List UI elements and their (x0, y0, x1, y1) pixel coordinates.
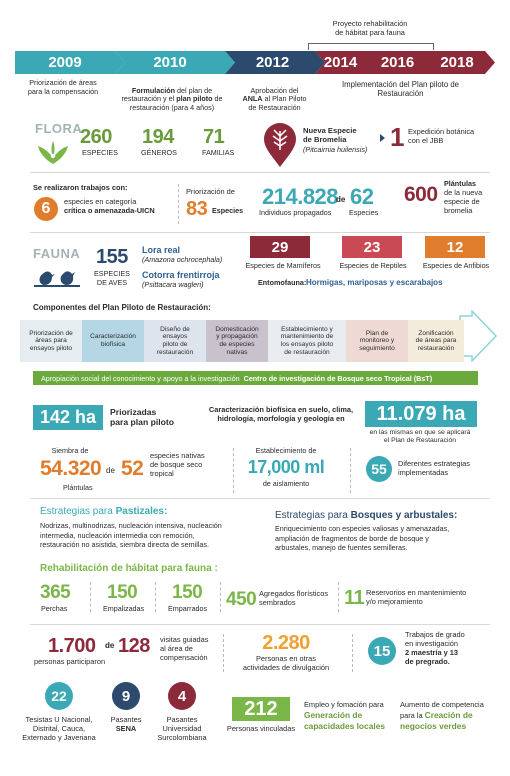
establish-label: Establecimiento de (255, 446, 317, 455)
sena-num: 9 (121, 687, 131, 705)
amphibians-box (425, 236, 485, 258)
strategies-circle (366, 456, 392, 482)
expedition-arrow-icon (380, 134, 385, 142)
sena-label (96, 716, 156, 734)
mammals-label: Especies de Mamíferos (245, 261, 321, 270)
desc-2009: Priorización de áreas para la compensación (27, 78, 99, 96)
prior-num: 83 (186, 198, 208, 220)
component-step-4: Domesticación y propagación de especies nativas (206, 320, 268, 362)
bromelia-title: Nueva Especie de Bromelia (303, 126, 357, 145)
establish-num: 17,000 ml (247, 457, 325, 477)
desc-2012-pre: Aprobación del (250, 85, 299, 95)
linked-num: 212 (244, 697, 278, 720)
flora-label: FLORA (35, 121, 83, 136)
desc-2012-bold: ANLA (242, 94, 263, 104)
theses-circle (368, 637, 396, 665)
tesistas-label: Tesistas U Nacional, Distrital, Cauca, Externado y Javeriana (22, 715, 96, 742)
component-step-6: Plan de monitoreo y seguimiento (346, 320, 408, 362)
tesistas-num: 22 (51, 688, 67, 704)
reservorios-num: 11 (344, 587, 365, 609)
flora-species-num: 260 (80, 126, 112, 148)
strategies-num: 55 (371, 461, 387, 477)
components-title: Componentes del Plan Piloto de Restauración: (33, 303, 211, 312)
desc-2010 (112, 78, 232, 113)
ha2-box (365, 401, 477, 427)
siembra-de: de (106, 466, 115, 475)
desc-2010-mid2: de restauración (para 4 años) (129, 94, 223, 112)
section-divider-1 (30, 232, 490, 233)
banner-bold: Centro de investigación de Bosque seco Tropical (BsT) (243, 373, 433, 383)
works-num: 6 (41, 200, 51, 217)
agregados-num: 450 (226, 589, 257, 610)
linked-box (232, 697, 290, 721)
business-text-bold: Creación de negocios verdes (400, 709, 473, 731)
works-text-bold: crítica o amenazada-UICN (64, 205, 155, 215)
of-label: de (336, 195, 346, 204)
mammals-num: 29 (271, 238, 289, 256)
emparrados-num: 150 (172, 582, 203, 603)
ha-box (33, 405, 103, 430)
component-step-3: Diseño de ensayos piloto de restauración (144, 320, 206, 362)
stats-vline-2 (350, 448, 351, 493)
pasture-title (40, 506, 167, 517)
cotorra-name: Cotorra frentirroja (142, 270, 220, 280)
flora-genera-label: GÉNEROS (141, 148, 177, 157)
tesistas-circle (45, 682, 73, 710)
component-step-2: Caracterización biofísica (82, 320, 144, 362)
flora-species-label: ESPECIES (82, 148, 118, 157)
participants-num: 1.700 (48, 635, 96, 657)
of-species-num: 62 (350, 184, 374, 209)
banner-text: Apropiación social del conocimiento y apoyo a la investigación (41, 373, 244, 383)
jobs-text-bold: Generación de capacidades locales (304, 709, 386, 731)
project-bracket-label: Proyecto rehabilitación de hábitat para fauna (332, 19, 408, 37)
flora-families-label: FAMILIAS (202, 148, 235, 157)
reptiles-box (342, 236, 402, 258)
emparrados-label: Emparrados (168, 604, 208, 613)
individuals-label: Individuos propagados (259, 208, 332, 217)
works-text-pre: especies en categoría (64, 197, 137, 206)
component-step-1: Priorización de áreas para ensayos piloto (20, 320, 82, 362)
ha2-num: 11.079 ha (376, 402, 466, 425)
sena-label-pre: Pasantes (110, 715, 142, 724)
habitat-vline-2 (155, 582, 156, 612)
business-text (400, 701, 484, 732)
siembra-species-label: especies nativas de bosque seco tropical (150, 451, 205, 478)
mammals-box (250, 236, 310, 258)
theses-text-bold: 2 maestría y 13 de pregrado. (405, 647, 459, 666)
forest-title (275, 510, 457, 521)
plantulas-label: Plántulas (63, 483, 93, 492)
section-divider-3 (30, 624, 490, 625)
birds-num: 155 (96, 246, 128, 268)
section-divider-2 (30, 498, 490, 499)
jobs-text-pre: Empleo y fomación para (304, 700, 384, 709)
reptiles-num: 23 (363, 238, 381, 256)
plantulas-title: Plántulas (444, 179, 476, 188)
year-2010: 2010 (153, 54, 187, 71)
flora-vline (178, 184, 179, 224)
participants-label: personas participaron (34, 657, 106, 666)
reptiles-label: Especies de Reptiles (339, 261, 407, 270)
desc-2012-post: al Plan Piloto de Restauración (248, 94, 307, 112)
works-text (64, 198, 155, 216)
fauna-section (0, 234, 510, 298)
works-num-circle (34, 197, 58, 221)
visits-num: 128 (118, 635, 150, 657)
surco-circle (168, 682, 196, 710)
desc-2010-mid1: del plan de restauración y el (121, 85, 213, 104)
forest-text: Enriquecimiento con especies valiosas y amenazadas, ampliación de fragmentos de borde de bosque y arbustales, manejo de fuentes semilleras. (275, 524, 450, 553)
birds-icon (32, 264, 82, 292)
visits-de: de (105, 641, 115, 650)
theses-text-pre: Trabajos de grado en investigación (405, 630, 465, 648)
bromelia-sci: (Pitcairnia huilensis) (303, 145, 368, 154)
agregados-label: Agregados florísticos sembrados (259, 589, 329, 607)
habitat-vline-3 (220, 582, 221, 612)
timeline (0, 0, 510, 110)
establish-sub: de aislamiento (262, 479, 310, 488)
surco-num: 4 (177, 687, 187, 705)
ha-num: 142 ha (39, 407, 97, 427)
theses-text (405, 631, 465, 667)
components-arrow-outline (458, 310, 498, 362)
people-vline-1 (223, 634, 224, 672)
birds-label: ESPECIES DE AVES (94, 269, 130, 287)
business-text-pre: Aumento de competencia para la (400, 700, 484, 720)
year-2018: 2018 (440, 54, 474, 71)
perchas-num: 365 (40, 582, 71, 603)
flora-section (0, 110, 510, 230)
component-step-7: Zonificación de áreas para restauración (408, 320, 464, 362)
siembra-num: 54.320 (40, 457, 102, 480)
bromelia-pin-icon (262, 122, 298, 168)
siembra-species-num: 52 (121, 457, 144, 480)
reservorios-label: Reservorios en mantenimiento y/o mejoramiento (366, 588, 467, 606)
desc-2010-bold2: plan piloto (176, 94, 213, 104)
sena-circle (112, 682, 140, 710)
lora-name: Lora real (142, 245, 181, 255)
cotorra-sci: (Psittacara wagleri) (142, 280, 204, 289)
entomo-label: Entomofauna: (258, 278, 307, 287)
ha-label: Priorizadas para plan piloto (110, 407, 174, 427)
lora-sci: (Amazona ochrocephala) (142, 255, 223, 264)
sena-label-bold: SENA (115, 723, 137, 733)
theses-num: 15 (373, 642, 391, 660)
desc-2014: Implementación del Plan piloto de Restauración (341, 80, 460, 99)
flower-icon (34, 140, 72, 166)
pasture-text: Nodrizas, multinodrizas, nucleación intensiva, nucleación intermedia, nucleación intermedia con remoción, restauración no asistida, siembra directa de semillas. (40, 521, 222, 550)
individuals-num: 214.828 (262, 184, 339, 209)
others-label: Personas en otras actividades de divulgación (242, 654, 330, 672)
amphibians-num: 12 (446, 238, 464, 256)
jobs-text (304, 701, 385, 732)
amphibians-label: Especies de Anfibios (422, 261, 490, 270)
others-num: 2.280 (262, 632, 310, 654)
forest-title-pre: Estrategias para (275, 510, 351, 521)
habitat-vline-4 (338, 582, 339, 612)
people-vline-2 (352, 634, 353, 672)
fauna-label: FAUNA (33, 246, 81, 261)
forest-title-bold: Bosques y arbustales: (350, 510, 458, 521)
prior-label: Priorización de (186, 187, 235, 196)
expedition-num: 1 (390, 122, 405, 152)
siembra-label: Siembra de (51, 446, 89, 455)
habitat-vline-1 (90, 582, 91, 612)
expedition-label: Expedición botánica con el JBB (408, 127, 475, 145)
year-2012: 2012 (255, 54, 290, 71)
empalizadas-num: 150 (107, 582, 138, 603)
charac-text: Caracterización biofísica en suelo, clima, hidrología, morfología y geología en (208, 405, 354, 424)
plantulas-text: de la nueva especie de bromelia (444, 188, 483, 215)
desc-2010-bold1: Formulación (131, 85, 175, 95)
pasture-title-pre: Estrategias para (40, 506, 116, 517)
year-2009: 2009 (48, 54, 82, 71)
strategies-label: Diferentes estrategias implementadas (398, 459, 470, 477)
linked-label: Personas vinculadas (226, 724, 296, 733)
investigation-banner (33, 371, 478, 385)
surco-label: Pasantes Universidad Surcolombiana (157, 715, 207, 742)
desc-2012 (232, 78, 317, 113)
flora-genera-num: 194 (142, 126, 174, 148)
plantulas-num: 600 (404, 183, 438, 206)
empalizadas-label: Empalizadas (103, 604, 145, 613)
entomo-value: Hormigas, mariposas y escarabajos (306, 278, 443, 287)
of-species-label: Especies (349, 208, 379, 217)
pasture-title-bold: Pastizales: (115, 506, 168, 517)
project-bracket (308, 43, 434, 50)
prior-unit: Especies (212, 206, 244, 215)
visits-label: visitas guiadas al área de compensación (160, 635, 209, 662)
year-2016: 2016 (380, 54, 415, 71)
flora-divider (30, 172, 490, 173)
component-step-5: Establecimiento y mantenimiento de los ensayos piloto de restauración (268, 320, 346, 362)
works-title: Se realizaron trabajos con: (33, 183, 128, 192)
ha2-label: en las mismas en que se aplicará el Plan de Restauración (369, 429, 471, 445)
year-2014: 2014 (323, 54, 358, 71)
stats-vline-1 (233, 448, 234, 493)
perchas-label: Perchas (41, 604, 68, 613)
flora-families-num: 71 (203, 126, 225, 148)
habitat-title: Rehabilitación de hábitat para fauna : (40, 563, 218, 574)
